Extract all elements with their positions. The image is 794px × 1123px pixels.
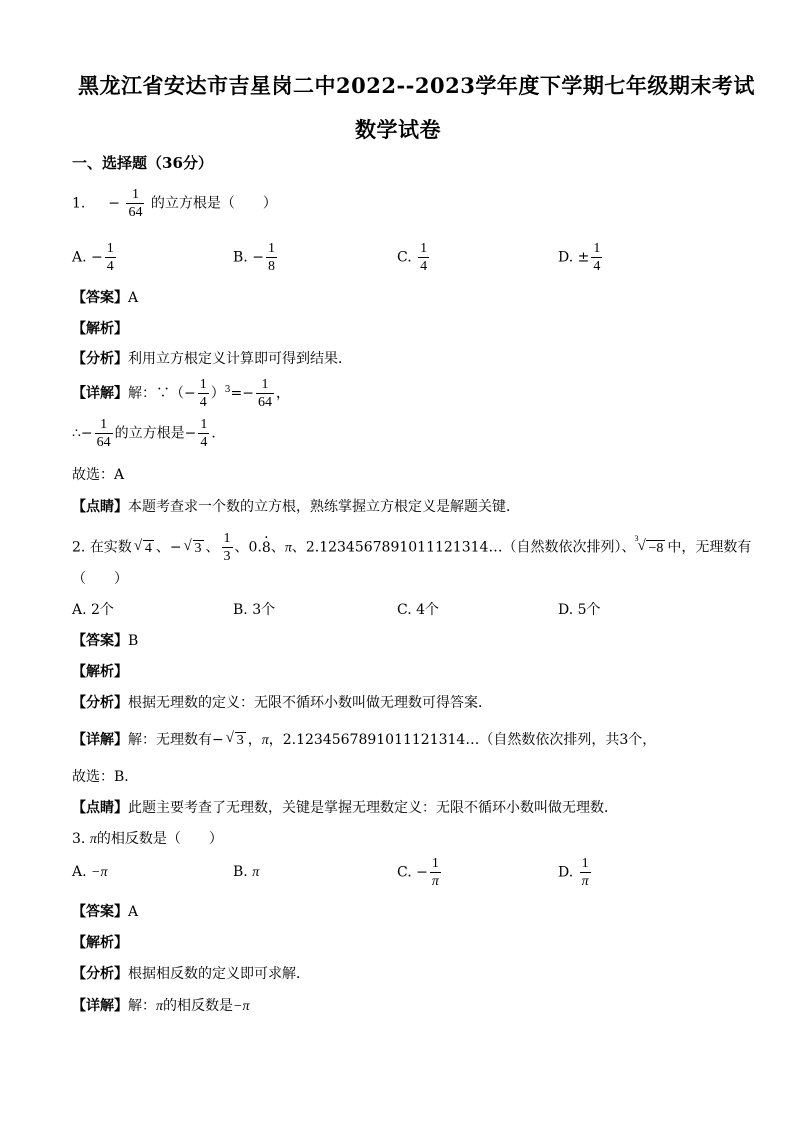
question-number: 3. — [72, 831, 86, 847]
option-d: D. ± $\frac{1}{4}$ — [558, 241, 601, 274]
question-number: 1. — [72, 195, 86, 212]
question-1: 1. − $\frac{1}{64}$ 的立方根是（ ） — [72, 187, 277, 220]
comment-line: 【点睛】此题主要考查了无理数，关键是掌握无理数定义：无限不循环小数叫做无理数． — [72, 800, 618, 816]
analysis-line: 【分析】根据无理数的定义：无限不循环小数叫做无理数可得答案． — [72, 695, 492, 711]
page-title: 黑龙江省安达市吉星岗二中2022--2023学年度下学期七年级期末考试 — [78, 73, 755, 98]
option-a: A. −π — [72, 864, 108, 880]
therefore-line: ∴− $\frac{1}{64}$ 的立方根是− $\frac{1}{4}$ ． — [72, 417, 226, 450]
option-d: D. $\frac{1}{\pi}$ — [558, 856, 589, 889]
answer-line: 【答案】B — [72, 633, 139, 649]
analysis-heading: 【解析】 — [72, 321, 128, 337]
section-heading: 一、选择题（36分） — [72, 154, 213, 172]
detail-line: 【详解】解：无理数有− √ 3 ，π，2.1234567891011121314…（自然数依次排列，共3个， — [72, 730, 657, 748]
detail-line: 【详解】解：π的相反数是−π — [72, 998, 250, 1014]
page-subtitle: 数学试卷 — [355, 117, 441, 142]
analysis-heading: 【解析】 — [72, 935, 128, 951]
answer-line: 【答案】A — [72, 904, 139, 920]
option-b: B. 3个 — [233, 602, 276, 618]
option-b: B. − $\frac{1}{8}$ — [233, 241, 275, 274]
option-b: B. π — [233, 864, 260, 880]
choice-line: 故选：B． — [72, 769, 139, 785]
question-3: 3. π的相反数是（ ） — [72, 831, 223, 847]
question-stem: 的立方根是（ ） — [150, 195, 277, 212]
option-a: A. − $\frac{1}{4}$ — [72, 241, 114, 274]
question-paren: （ ） — [72, 571, 128, 587]
option-d: D. 5个 — [558, 602, 601, 618]
question-number: 2. — [72, 539, 86, 556]
analysis-line: 【分析】利用立方根定义计算即可得到结果． — [72, 351, 352, 367]
fraction: $\frac{1}{64}$ — [128, 187, 143, 220]
detail-line: 【详解】解：∵（− $\frac{1}{4}$ ）$^3$=− $\frac{1}{64}$ ， — [72, 377, 290, 410]
option-c: C. 4个 — [397, 602, 440, 618]
answer-line: 【答案】A — [72, 290, 139, 306]
option-a: A. 2个 — [72, 602, 114, 618]
analysis-line: 【分析】根据相反数的定义即可求解． — [72, 966, 310, 982]
analysis-heading: 【解析】 — [72, 664, 128, 680]
option-c: C. $\frac{1}{4}$ — [397, 241, 428, 274]
choice-line: 故选：A — [72, 467, 125, 483]
question-2: 2. 在实数 √ 4 、− √ 3 、 $\frac{1}{3}$ 、0.· 8、π、2.1234567891011121314…（自然数依次排列）、 3 √ −8 中，无理数有 — [72, 530, 751, 565]
comment-line: 【点睛】本题考查求一个数的立方根，熟练掌握立方根定义是解题关键． — [72, 499, 520, 515]
option-c: C. − $\frac{1}{\pi}$ — [397, 856, 439, 889]
